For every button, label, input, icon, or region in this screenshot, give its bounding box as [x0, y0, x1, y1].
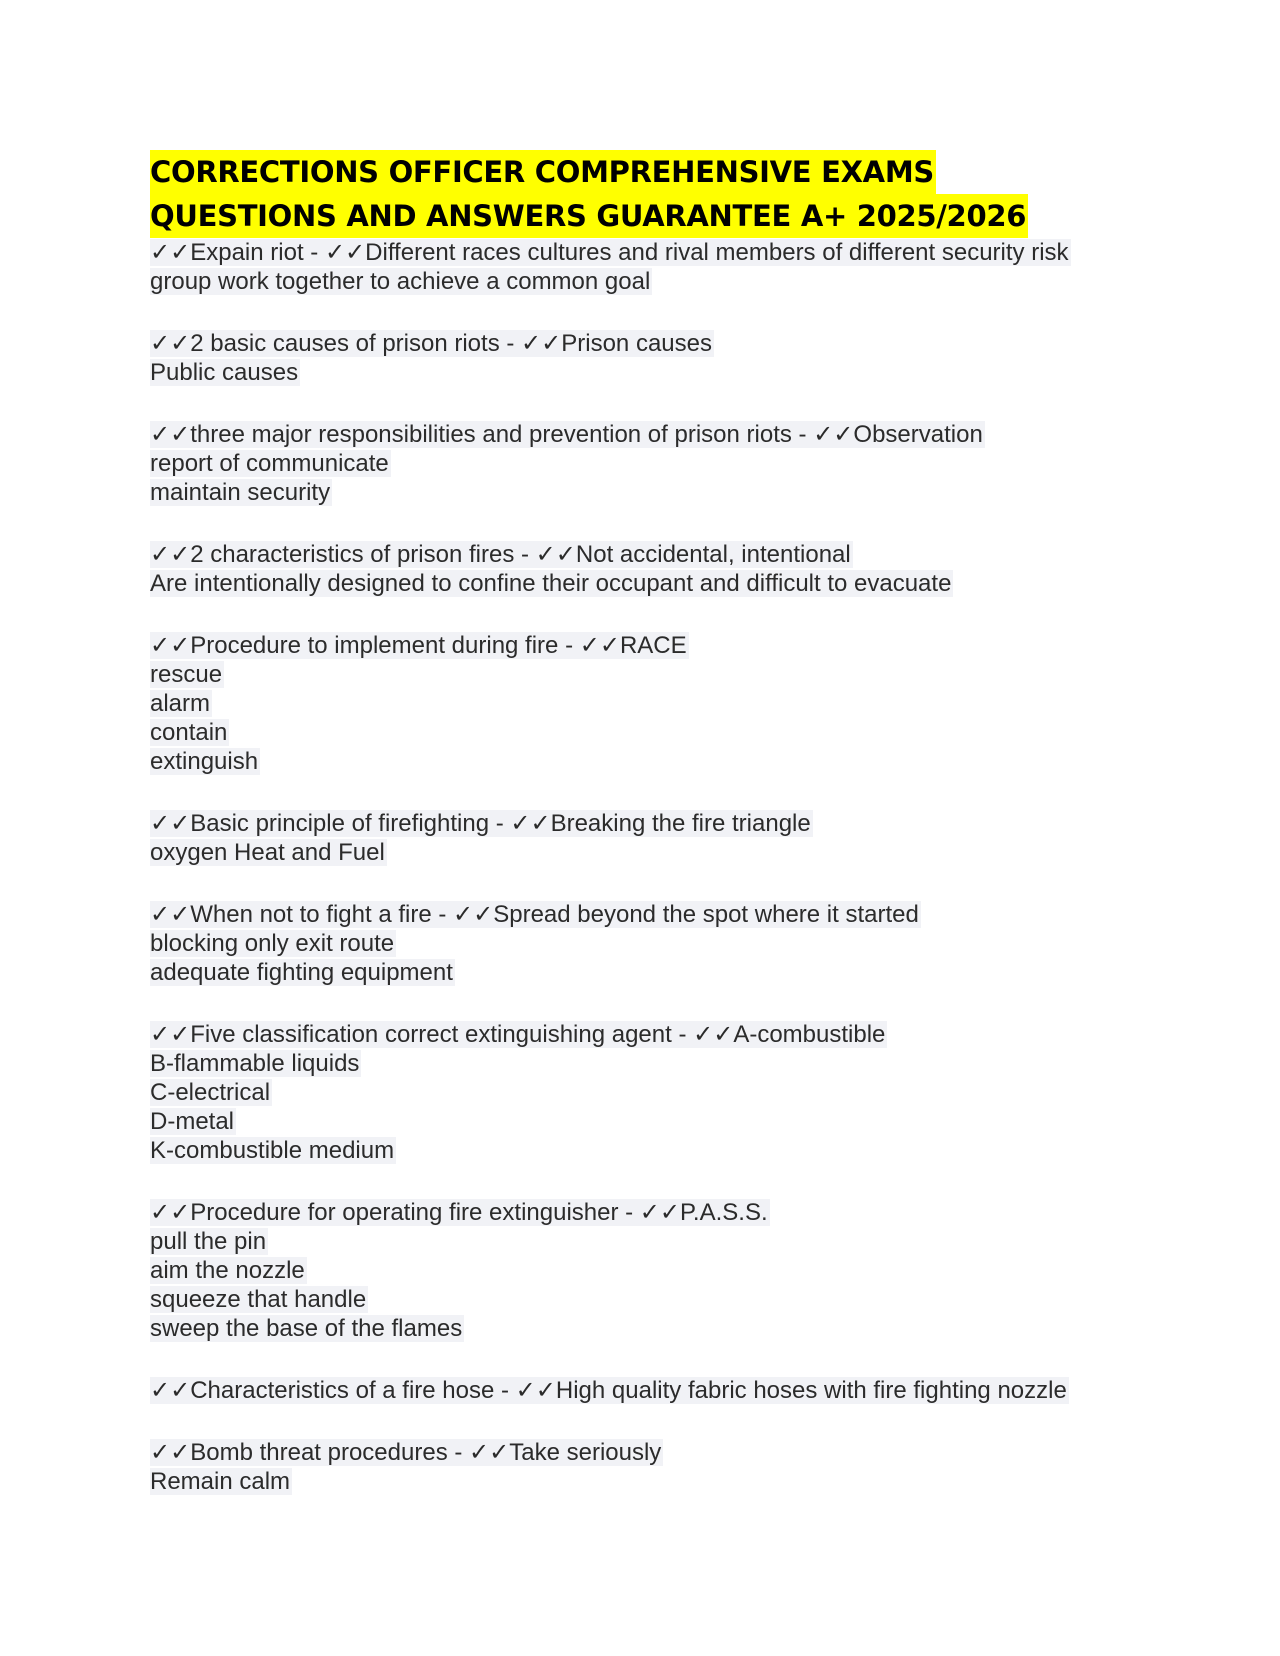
- item-spacer: [150, 776, 1130, 809]
- item-spacer: [150, 867, 1130, 900]
- qa-line-text: ✓✓2 characteristics of prison fires - ✓✓Not accidental, intentional: [150, 541, 851, 568]
- item-spacer: [150, 296, 1130, 329]
- qa-line-text: oxygen Heat and Fuel: [150, 839, 385, 866]
- qa-answer-line: [150, 958, 1130, 987]
- qa-line-text: adequate fighting equipment: [150, 959, 453, 986]
- qa-line-text: sweep the base of the flames: [150, 1315, 463, 1342]
- qa-line-text: ✓✓Basic principle of firefighting - ✓✓Breaking the fire triangle: [150, 810, 811, 837]
- qa-answer-line: [150, 569, 1130, 598]
- document-title: [150, 150, 1130, 238]
- qa-answer-line: [150, 267, 1130, 296]
- qa-line-text: Remain calm: [150, 1468, 291, 1495]
- qa-line-text: extinguish: [150, 748, 259, 775]
- qa-item: [150, 631, 1130, 776]
- item-spacer: [150, 987, 1130, 1020]
- qa-item: [150, 540, 1130, 598]
- qa-question-line: [150, 1020, 1130, 1049]
- qa-answer-line: [150, 1314, 1130, 1343]
- qa-item: [150, 420, 1130, 507]
- qa-question-line: [150, 900, 1130, 929]
- qa-line-text: maintain security: [150, 479, 331, 506]
- qa-answer-line: [150, 478, 1130, 507]
- qa-item: [150, 329, 1130, 387]
- qa-item: [150, 238, 1130, 296]
- qa-answer-line: [150, 1107, 1130, 1136]
- qa-item: [150, 1020, 1130, 1165]
- qa-line-text: report of communicate: [150, 450, 389, 477]
- qa-question-line: [150, 238, 1130, 267]
- qa-answer-line: [150, 1285, 1130, 1314]
- item-spacer: [150, 507, 1130, 540]
- qa-line-text: ✓✓Expain riot - ✓✓Different races cultures and rival members of different security risk: [150, 239, 1069, 266]
- qa-answer-line: [150, 1256, 1130, 1285]
- qa-line-text: Are intentionally designed to confine their occupant and difficult to evacuate: [150, 570, 952, 597]
- item-spacer: [150, 1405, 1130, 1438]
- qa-line-text: squeeze that handle: [150, 1286, 367, 1313]
- qa-line-text: Public causes: [150, 359, 299, 386]
- title-line-1: CORRECTIONS OFFICER COMPREHENSIVE EXAMS: [150, 150, 936, 194]
- qa-line-text: ✓✓Characteristics of a fire hose - ✓✓High quality fabric hoses with fire fighting nozzle: [150, 1377, 1067, 1404]
- qa-answer-line: [150, 689, 1130, 718]
- qa-line-text: ✓✓Five classification correct extinguishing agent - ✓✓A-combustible: [150, 1021, 886, 1048]
- item-spacer: [150, 387, 1130, 420]
- qa-answer-line: [150, 1227, 1130, 1256]
- qa-line-text: ✓✓Procedure to implement during fire - ✓✓RACE: [150, 632, 687, 659]
- qa-question-line: [150, 420, 1130, 449]
- item-spacer: [150, 1165, 1130, 1198]
- qa-line-text: ✓✓Bomb threat procedures - ✓✓Take seriously: [150, 1439, 662, 1466]
- qa-line-text: ✓✓When not to fight a fire - ✓✓Spread beyond the spot where it started: [150, 901, 919, 928]
- qa-answer-line: [150, 1467, 1130, 1496]
- qa-question-line: [150, 1438, 1130, 1467]
- qa-answer-line: [150, 929, 1130, 958]
- qa-line-text: rescue: [150, 661, 223, 688]
- qa-line-text: aim the nozzle: [150, 1257, 305, 1284]
- item-spacer: [150, 598, 1130, 631]
- qa-question-line: [150, 540, 1130, 569]
- qa-line-text: C-electrical: [150, 1079, 271, 1106]
- qa-line-text: B-flammable liquids: [150, 1050, 360, 1077]
- qa-line-text: ✓✓three major responsibilities and prevention of prison riots - ✓✓Observation: [150, 421, 983, 448]
- qa-answer-line: [150, 358, 1130, 387]
- qa-line-text: ✓✓2 basic causes of prison riots - ✓✓Prison causes: [150, 330, 712, 357]
- title-line-2: QUESTIONS AND ANSWERS GUARANTEE A+ 2025/2026: [150, 194, 1028, 238]
- qa-answer-line: [150, 1049, 1130, 1078]
- qa-list: [150, 238, 1130, 1496]
- qa-question-line: [150, 1198, 1130, 1227]
- qa-line-text: alarm: [150, 690, 211, 717]
- qa-question-line: [150, 631, 1130, 660]
- qa-question-line: [150, 329, 1130, 358]
- qa-line-text: contain: [150, 719, 228, 746]
- qa-line-text: K-combustible medium: [150, 1137, 395, 1164]
- qa-answer-line: [150, 660, 1130, 689]
- qa-line-text: blocking only exit route: [150, 930, 395, 957]
- qa-item: [150, 1376, 1130, 1405]
- qa-answer-line: [150, 838, 1130, 867]
- qa-question-line: [150, 1376, 1130, 1405]
- qa-line-text: group work together to achieve a common goal: [150, 268, 651, 295]
- qa-answer-line: [150, 718, 1130, 747]
- qa-question-line: [150, 809, 1130, 838]
- qa-line-text: D-metal: [150, 1108, 235, 1135]
- document-page: [150, 150, 1130, 1496]
- qa-item: [150, 809, 1130, 867]
- qa-line-text: ✓✓Procedure for operating fire extinguisher - ✓✓P.A.S.S.: [150, 1199, 768, 1226]
- qa-item: [150, 1198, 1130, 1343]
- qa-answer-line: [150, 449, 1130, 478]
- item-spacer: [150, 1343, 1130, 1376]
- qa-line-text: pull the pin: [150, 1228, 267, 1255]
- qa-item: [150, 900, 1130, 987]
- qa-answer-line: [150, 1078, 1130, 1107]
- qa-answer-line: [150, 747, 1130, 776]
- qa-answer-line: [150, 1136, 1130, 1165]
- qa-item: [150, 1438, 1130, 1496]
